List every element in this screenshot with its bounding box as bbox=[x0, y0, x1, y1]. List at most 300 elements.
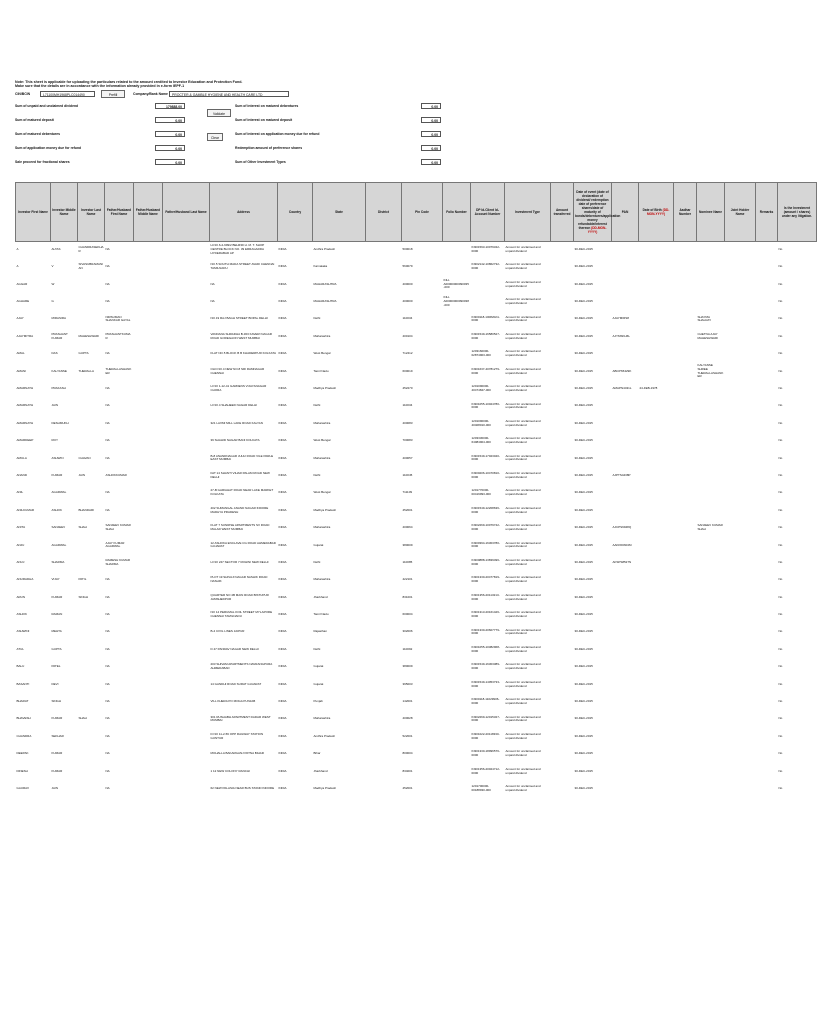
cell-pan[interactable] bbox=[612, 624, 639, 641]
cell-father-last-name[interactable] bbox=[163, 328, 210, 345]
cell-father-last-name[interactable] bbox=[163, 258, 210, 275]
cell-remarks[interactable] bbox=[756, 693, 778, 710]
cell-remarks[interactable] bbox=[756, 676, 778, 693]
cell-pin-code[interactable]: 600004 bbox=[402, 612, 413, 617]
cell-father-middle-name[interactable] bbox=[134, 293, 163, 310]
cell-joint-holder[interactable] bbox=[725, 711, 756, 728]
cell-investment-type[interactable]: Amount for unclaimed and unpaid dividend bbox=[505, 558, 541, 566]
cell-dob[interactable] bbox=[639, 311, 674, 328]
cell-father-first-name[interactable]: ASHOKKUMAR bbox=[105, 472, 127, 477]
cell-district[interactable] bbox=[366, 328, 402, 345]
cell-pin-code[interactable]: 400064 bbox=[402, 525, 413, 530]
cell-nominee[interactable] bbox=[697, 780, 725, 797]
cell-litigation[interactable]: No bbox=[778, 664, 783, 669]
cell-first-name[interactable]: AGHARE bbox=[16, 299, 30, 304]
cell-litigation[interactable]: No bbox=[778, 455, 783, 460]
cell-date-of-event[interactable]: 30-DEC-2015 bbox=[574, 403, 593, 408]
cell-joint-holder[interactable] bbox=[725, 641, 756, 658]
cell-investment-type[interactable]: Amount for unclaimed and unpaid dividend bbox=[505, 610, 541, 618]
cell-dp-client-id[interactable]: IN301055-10382968-0000 bbox=[471, 644, 500, 653]
cell-father-last-name[interactable] bbox=[163, 728, 210, 745]
cell-address[interactable]: MOHALLA BAKARGANJ PATNA BIHAR bbox=[210, 751, 264, 756]
cell-pan[interactable] bbox=[612, 450, 639, 467]
cell-investment-type[interactable]: Amount for unclaimed and unpaid dividend bbox=[505, 627, 541, 636]
cell-state[interactable]: Maharashtra bbox=[313, 333, 331, 338]
cell-address[interactable]: 1 12 NEW COLONY RANCHI bbox=[210, 768, 250, 773]
cell-litigation[interactable]: No bbox=[778, 368, 783, 373]
cell-amount[interactable] bbox=[551, 519, 574, 536]
cell-middle-name[interactable]: KUMAR bbox=[51, 716, 63, 721]
cell-folio-number[interactable]: INH-A00000000090035-000 bbox=[443, 277, 469, 290]
cell-folio-number[interactable] bbox=[443, 519, 471, 536]
cell-amount[interactable] bbox=[551, 693, 574, 710]
cell-country[interactable]: INDIA bbox=[278, 351, 287, 356]
cell-aadhar[interactable] bbox=[674, 519, 697, 536]
cell-father-last-name[interactable] bbox=[163, 537, 210, 554]
cell-first-name[interactable]: DINESH bbox=[16, 768, 28, 773]
cell-litigation[interactable]: No bbox=[778, 403, 783, 408]
cell-father-first-name[interactable]: NA bbox=[105, 386, 110, 391]
cell-litigation[interactable]: No bbox=[778, 264, 783, 269]
cell-middle-name[interactable]: AGARWAL bbox=[51, 542, 67, 547]
cell-middle-name[interactable]: AGARWAL bbox=[51, 490, 67, 495]
cell-investment-type[interactable]: Amount for unclaimed and unpaid dividend bbox=[505, 697, 541, 705]
cell-date-of-event[interactable]: 30-DEC-2015 bbox=[574, 786, 593, 790]
cell-district[interactable] bbox=[366, 258, 402, 275]
cell-amount[interactable] bbox=[551, 606, 574, 623]
cell-date-of-event[interactable]: 30-DEC-2015 bbox=[574, 525, 593, 530]
cell-father-middle-name[interactable] bbox=[134, 258, 163, 275]
cell-nominee[interactable] bbox=[697, 537, 725, 554]
cell-dp-client-id[interactable]: 1203160000-02874903-000 bbox=[471, 349, 491, 358]
cell-joint-holder[interactable] bbox=[725, 589, 756, 606]
cell-investment-type[interactable]: Amount for unclaimed and unpaid dividend bbox=[505, 749, 541, 758]
cell-nominee[interactable] bbox=[697, 658, 725, 675]
cell-litigation[interactable]: No bbox=[778, 420, 783, 425]
cell-last-name[interactable] bbox=[78, 276, 105, 293]
cell-father-last-name[interactable] bbox=[163, 554, 210, 571]
cell-folio-number[interactable] bbox=[443, 328, 471, 345]
cell-remarks[interactable] bbox=[756, 624, 778, 641]
cell-father-last-name[interactable] bbox=[163, 241, 210, 258]
cell-date-of-event[interactable]: 30-DEC-2015 bbox=[574, 386, 593, 391]
cell-folio-number[interactable] bbox=[443, 311, 471, 328]
clear-button[interactable]: Clear bbox=[207, 133, 223, 141]
cell-state[interactable]: Maharashtra bbox=[313, 716, 331, 721]
cell-last-name[interactable]: THERALLA bbox=[78, 368, 95, 373]
cell-dob[interactable] bbox=[639, 745, 674, 762]
cell-dp-client-id[interactable]: IN302269-12015327-0000 bbox=[471, 714, 500, 723]
cell-aadhar[interactable] bbox=[674, 432, 697, 449]
cell-dp-client-id[interactable]: 1201700000-00188930-000 bbox=[471, 784, 491, 792]
cell-date-of-event[interactable]: 30-DEC-2015 bbox=[574, 646, 593, 651]
cell-dob[interactable] bbox=[639, 711, 674, 728]
cell-father-last-name[interactable] bbox=[163, 450, 210, 467]
cell-joint-holder[interactable] bbox=[725, 693, 756, 710]
cell-nominee[interactable]: CHETNA AJAY MAHESHWARI bbox=[697, 331, 719, 340]
cell-father-first-name[interactable]: NA bbox=[105, 612, 110, 617]
cell-country[interactable]: INDIA bbox=[278, 629, 287, 634]
cell-joint-holder[interactable] bbox=[725, 624, 756, 641]
cell-litigation[interactable]: No bbox=[778, 629, 783, 634]
cell-middle-name[interactable]: SANJEEV bbox=[51, 525, 66, 530]
cell-joint-holder[interactable] bbox=[725, 606, 756, 623]
cell-investment-type[interactable]: Amount for unclaimed and unpaid dividend bbox=[505, 662, 541, 671]
cell-investment-type[interactable]: Amount for unclaimed and unpaid dividend bbox=[505, 349, 541, 358]
cell-investment-type[interactable]: Amount for unclaimed and unpaid dividend bbox=[505, 262, 541, 271]
cell-nominee[interactable] bbox=[697, 711, 725, 728]
cell-state[interactable]: Delhi bbox=[313, 472, 321, 477]
cell-nominee[interactable] bbox=[697, 380, 725, 397]
cell-father-middle-name[interactable] bbox=[134, 450, 163, 467]
cell-district[interactable] bbox=[366, 432, 402, 449]
cell-folio-number[interactable] bbox=[443, 763, 471, 780]
cell-last-name[interactable] bbox=[78, 415, 105, 432]
cell-last-name[interactable] bbox=[78, 745, 105, 762]
cell-address[interactable]: 14 GANDHI ROAD SURAT GUJARAT bbox=[210, 681, 262, 686]
cell-folio-number[interactable] bbox=[443, 693, 471, 710]
cell-first-name[interactable]: ASHOK bbox=[16, 612, 28, 617]
cell-country[interactable]: INDIA bbox=[278, 386, 287, 391]
cell-aadhar[interactable] bbox=[674, 293, 697, 310]
cell-litigation[interactable]: No bbox=[778, 299, 783, 304]
cell-middle-name[interactable]: V bbox=[51, 264, 54, 269]
cell-nominee[interactable] bbox=[697, 450, 725, 467]
cell-dob[interactable] bbox=[639, 293, 674, 310]
cell-first-name[interactable]: ARUN bbox=[16, 594, 26, 599]
cell-state[interactable]: Madhya Pradesh bbox=[313, 786, 337, 790]
cell-joint-holder[interactable] bbox=[725, 745, 756, 762]
cell-middle-name[interactable]: SEKHAR bbox=[51, 733, 64, 738]
cell-district[interactable] bbox=[366, 276, 402, 293]
cell-date-of-event[interactable]: 30-DEC-2015 bbox=[574, 559, 593, 564]
cell-dp-client-id[interactable]: IN301549-12208636-0000 bbox=[471, 505, 500, 514]
cell-remarks[interactable] bbox=[756, 241, 778, 258]
cell-amount[interactable] bbox=[551, 676, 574, 693]
cell-father-first-name[interactable]: NA bbox=[105, 751, 110, 756]
cell-pan[interactable]: AFSPS8527N bbox=[612, 559, 632, 564]
cell-last-name[interactable]: SHAH bbox=[78, 525, 87, 530]
cell-dob[interactable] bbox=[639, 258, 674, 275]
cell-dob[interactable] bbox=[639, 363, 674, 380]
cell-middle-name[interactable]: PATEL bbox=[51, 664, 61, 669]
cell-pin-code[interactable]: 380009 bbox=[402, 542, 413, 547]
cell-date-of-event[interactable]: 30-DEC-2015 bbox=[574, 299, 593, 304]
cell-joint-holder[interactable] bbox=[725, 328, 756, 345]
cell-litigation[interactable]: No bbox=[778, 716, 783, 721]
cin-input[interactable]: L71100MH1968PLC014490 bbox=[40, 91, 95, 97]
cell-middle-name[interactable]: DESHMUKH bbox=[51, 420, 69, 425]
cell-remarks[interactable] bbox=[756, 415, 778, 432]
cell-address[interactable]: 203 SHIVAM APARTMENTS NAVRANGPURA AHMEDABAD bbox=[210, 662, 273, 671]
cell-district[interactable] bbox=[366, 589, 402, 606]
cell-pin-code[interactable]: 302006 bbox=[402, 629, 413, 634]
cell-date-of-event[interactable]: 30-DEC-2015 bbox=[574, 281, 593, 286]
cell-father-first-name[interactable]: RAMESH KUMAR SHARMA bbox=[105, 558, 131, 566]
cell-date-of-event[interactable]: 30-DEC-2015 bbox=[574, 455, 593, 460]
cell-first-name[interactable]: GAURAV bbox=[16, 786, 29, 790]
cell-first-name[interactable]: ANUJ bbox=[16, 559, 25, 564]
cell-dp-client-id[interactable]: IN301593-10079342-0000 bbox=[471, 245, 500, 254]
summary-value[interactable]: 179888.00 bbox=[155, 103, 185, 109]
cell-state[interactable]: Jharkhand bbox=[313, 594, 328, 599]
cell-first-name[interactable]: AMARNATH bbox=[16, 386, 34, 391]
cell-district[interactable] bbox=[366, 676, 402, 693]
cell-aadhar[interactable] bbox=[674, 345, 697, 362]
cell-investment-type[interactable]: Amount for unclaimed and unpaid dividend bbox=[505, 331, 541, 340]
cell-pan[interactable]: AJCPS9948Q bbox=[612, 525, 632, 530]
cell-investment-type[interactable]: Amount for unclaimed and unpaid dividend bbox=[505, 279, 541, 288]
cell-pan[interactable] bbox=[612, 763, 639, 780]
cell-middle-name[interactable]: KUMAR bbox=[51, 594, 63, 599]
cell-state[interactable]: Delhi bbox=[313, 646, 321, 651]
cell-country[interactable]: INDIA bbox=[278, 420, 287, 425]
summary-value[interactable]: 0.00 bbox=[421, 131, 441, 137]
cell-father-last-name[interactable] bbox=[163, 658, 210, 675]
cell-pan[interactable] bbox=[612, 728, 639, 745]
cell-first-name[interactable]: ASHWINI bbox=[16, 629, 30, 634]
cell-father-first-name[interactable]: NA bbox=[105, 438, 110, 443]
cell-middle-name[interactable]: MEHTA bbox=[51, 629, 62, 634]
cell-remarks[interactable] bbox=[756, 641, 778, 658]
cell-dp-client-id[interactable]: IN300206-10470810-0000 bbox=[471, 471, 500, 479]
cell-last-name[interactable] bbox=[78, 398, 105, 415]
cell-remarks[interactable] bbox=[756, 293, 778, 310]
cell-amount[interactable] bbox=[551, 745, 574, 762]
cell-pin-code[interactable]: 400057 bbox=[402, 455, 413, 460]
cell-state[interactable]: Maharashtra bbox=[313, 577, 331, 582]
cell-investment-type[interactable]: Amount for unclaimed and unpaid dividend bbox=[505, 401, 541, 410]
cell-dob[interactable] bbox=[639, 241, 674, 258]
cell-middle-name[interactable]: RAMAN bbox=[51, 612, 63, 617]
cell-nominee[interactable] bbox=[697, 467, 725, 484]
cell-remarks[interactable] bbox=[756, 728, 778, 745]
cell-father-middle-name[interactable] bbox=[134, 693, 163, 710]
cell-pin-code[interactable]: 110092 bbox=[402, 646, 413, 651]
cell-amount[interactable] bbox=[551, 293, 574, 310]
cell-father-middle-name[interactable] bbox=[134, 641, 163, 658]
cell-litigation[interactable]: No bbox=[778, 699, 783, 704]
cell-litigation[interactable]: No bbox=[778, 247, 783, 252]
cell-father-first-name[interactable]: NA bbox=[105, 281, 110, 286]
cell-first-name[interactable]: AMARDEEP bbox=[16, 438, 34, 443]
cell-aadhar[interactable] bbox=[674, 415, 697, 432]
cell-father-middle-name[interactable] bbox=[134, 589, 163, 606]
cell-last-name[interactable] bbox=[78, 606, 105, 623]
cell-state[interactable]: Maharashtra bbox=[313, 420, 331, 425]
cell-middle-name[interactable]: KUMAR bbox=[51, 472, 63, 477]
cell-father-first-name[interactable]: NA bbox=[105, 299, 110, 304]
cell-first-name[interactable]: AMANI bbox=[16, 368, 27, 373]
cell-address[interactable]: VILL KHERA PO MOGA PUNJAB bbox=[210, 699, 256, 704]
cell-pin-code[interactable]: 452001 bbox=[402, 786, 413, 790]
cell-date-of-event[interactable]: 30-DEC-2015 bbox=[574, 733, 593, 738]
cell-aadhar[interactable] bbox=[674, 380, 697, 397]
cell-state[interactable]: Andhra Pradesh bbox=[313, 733, 336, 738]
cell-country[interactable]: INDIA bbox=[278, 716, 287, 721]
cell-pan[interactable] bbox=[612, 293, 639, 310]
cell-amount[interactable] bbox=[551, 485, 574, 502]
cell-litigation[interactable]: No bbox=[778, 681, 783, 686]
cell-pin-code[interactable]: 600019 bbox=[402, 368, 413, 373]
cell-litigation[interactable]: No bbox=[778, 507, 783, 512]
cell-country[interactable]: INDIA bbox=[278, 438, 287, 443]
cell-pin-code[interactable]: 400000 bbox=[402, 281, 413, 286]
cell-remarks[interactable] bbox=[756, 485, 778, 502]
cell-joint-holder[interactable] bbox=[725, 345, 756, 362]
summary-value[interactable]: 0.00 bbox=[155, 145, 185, 151]
cell-folio-number[interactable] bbox=[443, 432, 471, 449]
cell-state[interactable]: Maharashtra bbox=[313, 455, 331, 460]
cell-dob[interactable] bbox=[639, 658, 674, 675]
cell-dp-client-id[interactable]: IN300118-11029906-0000 bbox=[471, 697, 500, 705]
cell-dob[interactable] bbox=[639, 537, 674, 554]
cell-aadhar[interactable] bbox=[674, 363, 697, 380]
cell-date-of-event[interactable]: 30-DEC-2015 bbox=[574, 577, 593, 582]
cell-middle-name[interactable]: JAIN bbox=[51, 786, 59, 790]
cell-state[interactable]: Delhi bbox=[313, 316, 321, 321]
cell-father-middle-name[interactable] bbox=[134, 728, 163, 745]
cell-last-name[interactable] bbox=[78, 432, 105, 449]
cell-pan[interactable] bbox=[612, 589, 639, 606]
cell-father-first-name[interactable]: NA bbox=[105, 629, 110, 634]
cell-pin-code[interactable]: 560079 bbox=[402, 264, 413, 269]
cell-date-of-event[interactable]: 30-DEC-2015 bbox=[574, 333, 593, 338]
cell-remarks[interactable] bbox=[756, 328, 778, 345]
cell-father-first-name[interactable]: NA bbox=[105, 351, 110, 356]
cell-dob[interactable] bbox=[639, 589, 674, 606]
cell-dob[interactable] bbox=[639, 345, 674, 362]
cell-investment-type[interactable]: Amount for unclaimed and unpaid dividend bbox=[505, 592, 541, 601]
cell-pin-code[interactable]: 500018 bbox=[402, 247, 413, 252]
cell-district[interactable] bbox=[366, 519, 402, 536]
cell-aadhar[interactable] bbox=[674, 502, 697, 519]
cell-middle-name[interactable]: ROY bbox=[51, 438, 59, 443]
cell-father-middle-name[interactable] bbox=[134, 745, 163, 762]
cell-first-name[interactable]: A bbox=[16, 264, 19, 269]
cell-folio-number[interactable] bbox=[443, 641, 471, 658]
cell-country[interactable]: INDIA bbox=[278, 281, 287, 286]
cell-address[interactable]: FLAT NO.5 BLOCK B B KHADERPUR KOLKATA bbox=[210, 351, 276, 356]
cell-address[interactable]: 402 SUMANGAL ANAND NAGAR INDORE MADHYA PRADESH bbox=[210, 505, 269, 514]
cell-pan[interactable] bbox=[612, 711, 639, 728]
cell-first-name[interactable]: AGGAR bbox=[16, 281, 28, 286]
cell-father-first-name[interactable]: NA bbox=[105, 420, 110, 425]
cell-country[interactable]: INDIA bbox=[278, 768, 287, 773]
cell-investment-type[interactable]: Amount for unclaimed and unpaid dividend bbox=[505, 436, 541, 445]
cell-address[interactable]: NA bbox=[210, 299, 215, 304]
cell-dp-client-id[interactable]: IN300888-13839496-0000 bbox=[471, 558, 500, 566]
cell-first-name[interactable]: AJAYMITRA bbox=[16, 333, 34, 338]
cell-state[interactable]: Bihar bbox=[313, 751, 321, 756]
cell-dob[interactable] bbox=[639, 450, 674, 467]
cell-first-name[interactable]: ANJU bbox=[16, 542, 25, 547]
cell-aadhar[interactable] bbox=[674, 693, 697, 710]
cell-father-last-name[interactable] bbox=[163, 380, 210, 397]
cell-father-first-name[interactable]: NIRSUMAN SHANKAR GAYAL bbox=[105, 314, 131, 323]
cell-country[interactable]: INDIA bbox=[278, 646, 287, 651]
cell-country[interactable]: INDIA bbox=[278, 507, 287, 512]
cell-pin-code[interactable]: 380009 bbox=[402, 664, 413, 669]
cell-date-of-event[interactable]: 30-DEC-2015 bbox=[574, 681, 593, 686]
cell-amount[interactable] bbox=[551, 763, 574, 780]
cell-country[interactable]: INDIA bbox=[278, 664, 287, 669]
cell-last-name[interactable]: SHAH bbox=[78, 716, 87, 721]
cell-folio-number[interactable] bbox=[443, 450, 471, 467]
cell-amount[interactable] bbox=[551, 467, 574, 484]
cell-litigation[interactable]: No bbox=[778, 559, 783, 564]
cell-amount[interactable] bbox=[551, 328, 574, 345]
cell-pan[interactable] bbox=[612, 432, 639, 449]
cell-dp-client-id[interactable]: IN301022-20118330-0000 bbox=[471, 731, 500, 740]
cell-aadhar[interactable] bbox=[674, 398, 697, 415]
cell-state[interactable]: Madhya Pradesh bbox=[313, 507, 337, 512]
cell-dp-client-id[interactable] bbox=[471, 293, 505, 310]
cell-address[interactable]: B-8 ANANDNAGAR JUHU ROAD VILE PARLE EAST MUMBAI bbox=[210, 453, 274, 462]
cell-father-middle-name[interactable] bbox=[134, 502, 163, 519]
cell-amount[interactable] bbox=[551, 276, 574, 293]
cell-district[interactable] bbox=[366, 745, 402, 762]
cell-father-last-name[interactable] bbox=[163, 606, 210, 623]
cell-remarks[interactable] bbox=[756, 658, 778, 675]
cell-investment-type[interactable]: Amount for unclaimed and unpaid dividend bbox=[505, 505, 541, 514]
cell-first-name[interactable]: CHANDRA bbox=[16, 733, 32, 738]
cell-date-of-event[interactable]: 30-DEC-2015 bbox=[574, 420, 593, 425]
cell-amount[interactable] bbox=[551, 572, 574, 589]
cell-address[interactable]: B-4 CIVIL LINES JAIPUR bbox=[210, 629, 245, 634]
cell-pan[interactable] bbox=[612, 658, 639, 675]
cell-investment-type[interactable]: Amount for unclaimed and unpaid dividend bbox=[505, 418, 541, 427]
cell-address[interactable]: H.NO.6-2-999/2 BEHIND H. M. T. SHOP CENTRE BLOCK NO. 39 ERRAGADDA HYDERABAD AP bbox=[210, 243, 265, 255]
cell-father-last-name[interactable] bbox=[163, 519, 210, 536]
cell-pin-code[interactable]: 142001 bbox=[402, 699, 413, 704]
cell-nominee[interactable] bbox=[697, 432, 725, 449]
cell-dp-client-id[interactable]: IN301637-40781279-0000 bbox=[471, 366, 500, 375]
cell-folio-number[interactable] bbox=[443, 467, 471, 484]
cell-amount[interactable] bbox=[551, 380, 574, 397]
cell-litigation[interactable]: No bbox=[778, 768, 783, 773]
cell-amount[interactable] bbox=[551, 363, 574, 380]
cell-investment-type[interactable]: Amount for unclaimed and unpaid dividend bbox=[505, 766, 541, 775]
cell-folio-number[interactable] bbox=[443, 363, 471, 380]
cell-district[interactable] bbox=[366, 415, 402, 432]
cell-father-last-name[interactable] bbox=[163, 676, 210, 693]
cell-amount[interactable] bbox=[551, 624, 574, 641]
cell-pan[interactable] bbox=[612, 415, 639, 432]
cell-father-first-name[interactable]: NA bbox=[105, 403, 110, 408]
cell-dob[interactable] bbox=[639, 328, 674, 345]
cell-dob[interactable] bbox=[639, 693, 674, 710]
cell-father-middle-name[interactable] bbox=[134, 345, 163, 362]
cell-country[interactable]: INDIA bbox=[278, 403, 287, 408]
cell-first-name[interactable]: AMAL bbox=[16, 351, 25, 356]
cell-address[interactable]: OLD NO.4 NEW NO.8 SRI RAMNAGAR CHENNAI bbox=[210, 366, 265, 375]
cell-aadhar[interactable] bbox=[674, 572, 697, 589]
cell-father-first-name[interactable]: SANJEEV KUMAR SHAH bbox=[105, 523, 131, 532]
cell-remarks[interactable] bbox=[756, 554, 778, 571]
cell-middle-name[interactable]: PRASHANT KUMAR bbox=[51, 331, 68, 340]
cell-country[interactable]: INDIA bbox=[278, 316, 287, 321]
cell-district[interactable] bbox=[366, 241, 402, 258]
cell-state[interactable]: Delhi bbox=[313, 559, 321, 564]
cell-pan[interactable] bbox=[612, 398, 639, 415]
cell-pin-code[interactable]: 400000 bbox=[402, 299, 413, 304]
cell-district[interactable] bbox=[366, 485, 402, 502]
cell-middle-name[interactable]: DAS bbox=[51, 351, 58, 356]
cell-father-middle-name[interactable] bbox=[134, 380, 163, 397]
cell-remarks[interactable] bbox=[756, 537, 778, 554]
cell-joint-holder[interactable] bbox=[725, 415, 756, 432]
